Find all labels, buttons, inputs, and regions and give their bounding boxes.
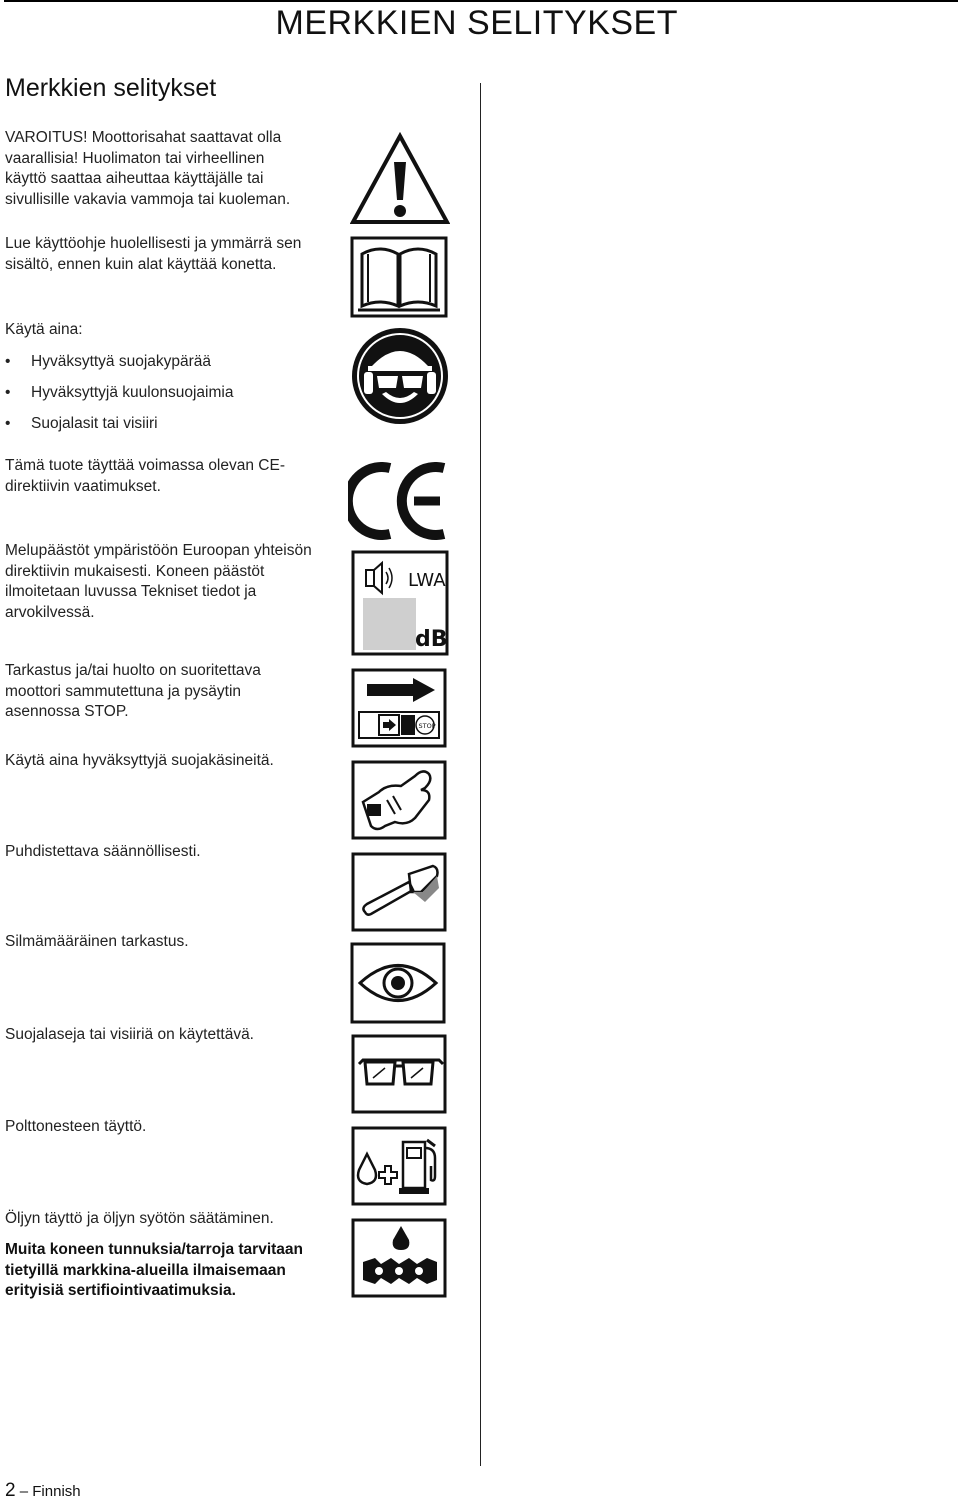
lwa-label: LWA: [408, 570, 446, 591]
bullet-ear-protection: • Hyväksyttyjä kuulonsuojaimia: [5, 384, 234, 401]
safety-glasses-icon: [351, 1034, 447, 1114]
footer-dash: –: [19, 1483, 29, 1500]
other-signs-text: Muita koneen tunnuksia/tarroja tarvitaan tietyillä markkina-alueilla ilmaisemaan erityisiä sertifiointivaatimuksia.: [5, 1241, 304, 1299]
gloves-text: Käytä aina hyväksyttyjä suojakäsineitä.: [5, 752, 274, 769]
oil-text: Öljyn täyttö ja öljyn syötön säätäminen.: [5, 1210, 274, 1227]
ce-text: Tämä tuote täyttää voimassa olevan CE-direktiivin vaatimukset.: [5, 457, 285, 495]
noise-text: Melupäästöt ympäristöön Euroopan yhteisön direktiivin mukaisesti. Koneen päästöt ilmoitetaan luvussa Tekniset tiedot ja arvokilvessä.: [5, 542, 312, 621]
ce-mark-icon: [348, 462, 450, 540]
glasses-text: Suojalaseja tai visiiriä on käytettävä.: [5, 1026, 254, 1043]
db-label: dB: [415, 627, 448, 652]
gloves-icon: [351, 760, 447, 840]
visual-inspection-text: Silmämääräinen tarkastus.: [5, 933, 189, 950]
section-title: Merkkien selitykset: [5, 74, 217, 102]
fuel-text: Polttonesteen täyttö.: [5, 1118, 147, 1135]
bullet-eye-protection: • Suojalasit tai visiiri: [5, 415, 158, 432]
manual-text: Lue käyttöohje huolellisesti ja ymmärrä sen sisältö, ennen kuin alat käyttää konetta.: [5, 235, 302, 273]
stop-switch-icon: [351, 668, 447, 748]
warning-triangle-icon: [350, 132, 450, 226]
eye-inspection-icon: [350, 942, 446, 1024]
noise-emission-icon: [351, 550, 449, 656]
protective-equipment-icon: [350, 326, 450, 426]
warning-text: VAROITUS! Moottorisahat saattavat olla vaarallisia! Huolimaton tai virheellinen käyttö saattaa aiheuttaa käyttäjälle tai sivullisille vakavia vammoja tai kuoleman.: [5, 129, 291, 208]
page-header-title: MERKKIEN SELITYKSET: [275, 4, 678, 42]
cleaning-brush-icon: [351, 852, 447, 932]
footer-language: Finnish: [32, 1483, 81, 1500]
stop-label: STOP: [418, 722, 436, 730]
column-divider: [480, 83, 481, 1466]
page-number: 2: [5, 1480, 16, 1501]
always-use-text: Käytä aina:: [5, 321, 83, 338]
fuel-filling-icon: [351, 1126, 447, 1206]
cleaning-text: Puhdistettava säännöllisesti.: [5, 843, 201, 860]
manual-book-icon: [350, 236, 448, 318]
service-text: Tarkastus ja/tai huolto on suoritettava moottori sammutettuna ja pysäytin asennossa STOP.: [5, 662, 261, 720]
bullet-helmet: • Hyväksyttyä suojakypärää: [5, 353, 212, 370]
oil-filling-icon: [351, 1218, 447, 1298]
